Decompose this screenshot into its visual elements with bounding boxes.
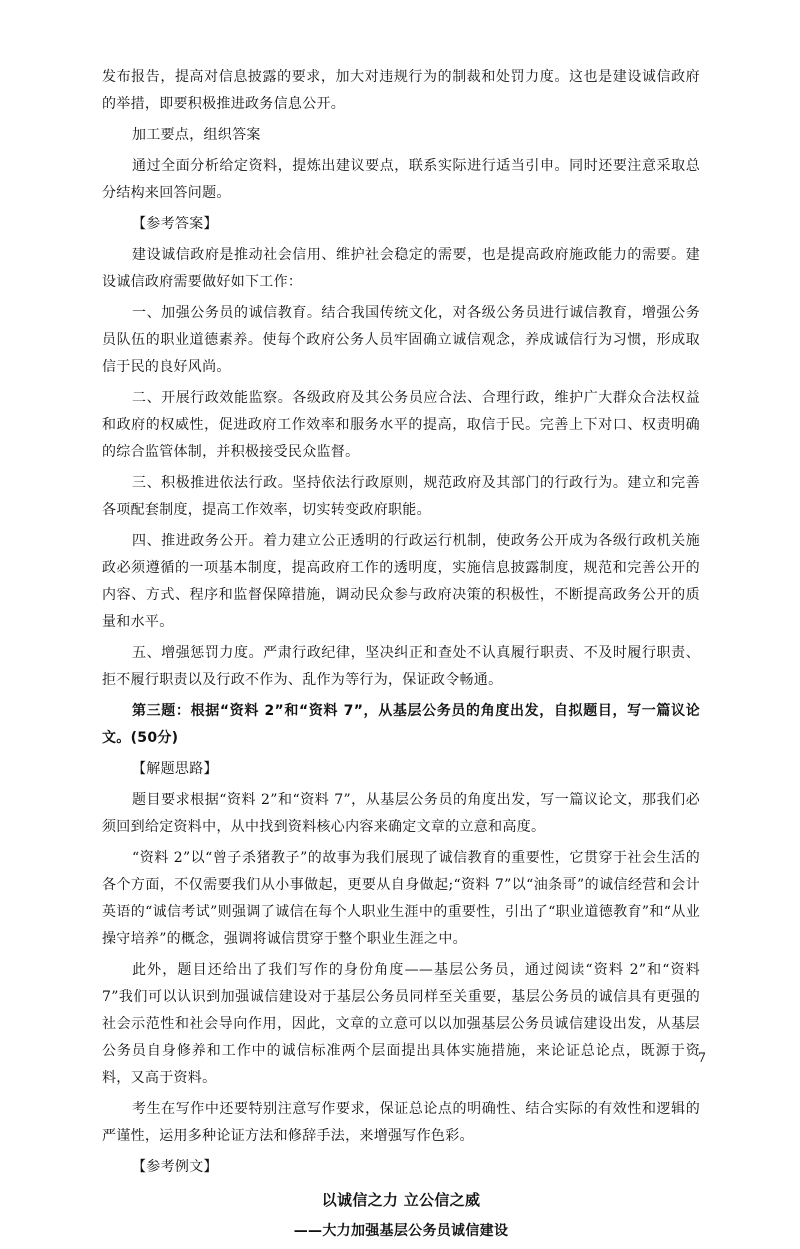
paragraph: 此外，题目还给出了我们写作的身份角度——基层公务员，通过阅读“资料 2”和“资料 7”我们可以认识到加强诚信建设对于基层公务员同样至关重要，基层公务员的诚信具有更强的社会示范性和社会导向作用，因此，文章的立意可以以加强基层公务员诚信建设出发，从基层公务员自身修养和工作中的诚信标准两个层面提出具体实施措施，来论证总论点，既源于资料，又高于资料。 xyxy=(102,962,700,1086)
paragraph: 题目要求根据“资料 2”和“资料 7”，从基层公务员的角度出发，写一篇议论文，那我们必须回到给定资料中，从中找到资料核心内容来确定文章的立意和高度。 xyxy=(102,792,700,835)
list-item-2: 二、开展行政效能监察。各级政府及其公务员应合法、合理行政，维护广大群众合法权益和政府的权威性，促进政府工作效率和服务水平的提高，取信于民。完善上下对口、权责明确的综合监管体制，并积极接受民众监督。 xyxy=(102,390,700,460)
paragraph: 通过全面分析给定资料，提炼出建议要点，联系实际进行适当引申。同时还要注意采取总分结构来回答问题。 xyxy=(102,158,700,201)
list-item-3: 三、积极推进依法行政。坚持依法行政原则，规范政府及其部门的行政行为。建立和完善各项配套制度，提高工作效率，切实转变政府职能。 xyxy=(102,475,700,518)
page-number: 7 xyxy=(697,1051,706,1066)
paragraph-heading-processing: 加工要点，组织答案 xyxy=(132,127,261,143)
list-item-5: 五、增强惩罚力度。严肃行政纪律，坚决纠正和查处不认真履行职责、不及时履行职责、拒不履行职责以及行政不作为、乱作为等行为，保证政令畅通。 xyxy=(102,645,700,688)
list-item-4: 四、推进政务公开。着力建立公正透明的行政运行机制，使政务公开成为各级行政机关施政必须遵循的一项基本制度，提高政府工作的透明度，实施信息披露制度，规范和完善公开的内容、方式、程序和监督保障措施，调动民众参与政府决策的积极性，不断提高政务公开的质量和水平。 xyxy=(102,533,700,630)
paragraph: 建设诚信政府是推动社会信用、维护社会稳定的需要，也是提高政府施政能力的需要。建设诚信政府需要做好如下工作： xyxy=(102,247,700,290)
essay-title: 以诚信之力 立公信之威 xyxy=(321,1191,481,1209)
essay-subtitle: ——大力加强基层公务员诚信建设 xyxy=(293,1223,509,1239)
paragraph: 考生在写作中还要特别注意写作要求，保证总论点的明确性、结合实际的有效性和逻辑的严谨性，运用多种论证方法和修辞手法，来增强写作色彩。 xyxy=(102,1101,700,1144)
section-label-reference-answer: 【参考答案】 xyxy=(132,216,218,232)
paragraph-continuation: 发布报告，提高对信息披露的要求，加大对违规行为的制裁和处罚力度。这也是建设诚信政府的举措，即要积极推进政务信息公开。 xyxy=(102,69,700,112)
list-item-1: 一、加强公务员的诚信教育。结合我国传统文化，对各级公务员进行诚信教育，增强公务员队伍的职业道德素养。使每个政府公务人员牢固确立诚信观念，养成诚信行为习惯，形成取信于民的良好风尚。 xyxy=(102,305,700,375)
section-label-sample-essay: 【参考例文】 xyxy=(132,1159,218,1175)
question-heading: 第三题：根据“资料 2”和“资料 7”，从基层公务员的角度出发，自拟题目，写一篇议论文。(50分) xyxy=(102,703,700,746)
section-label-approach: 【解题思路】 xyxy=(132,761,218,777)
document-page xyxy=(102,64,700,1249)
paragraph: “资料 2”以“曾子杀猪教子”的故事为我们展现了诚信教育的重要性，它贯穿于社会生活的各个方面，不仅需要我们从小事做起，更要从自身做起;“资料 7”以“油条哥”的诚信经营和会计英语的“诚信考试”则强调了诚信在每个人职业生涯中的重要性，引出了“职业道德教育”和“从业操守培养”的概念，强调将诚信贯穿于整个职业生涯之中。 xyxy=(102,850,700,947)
